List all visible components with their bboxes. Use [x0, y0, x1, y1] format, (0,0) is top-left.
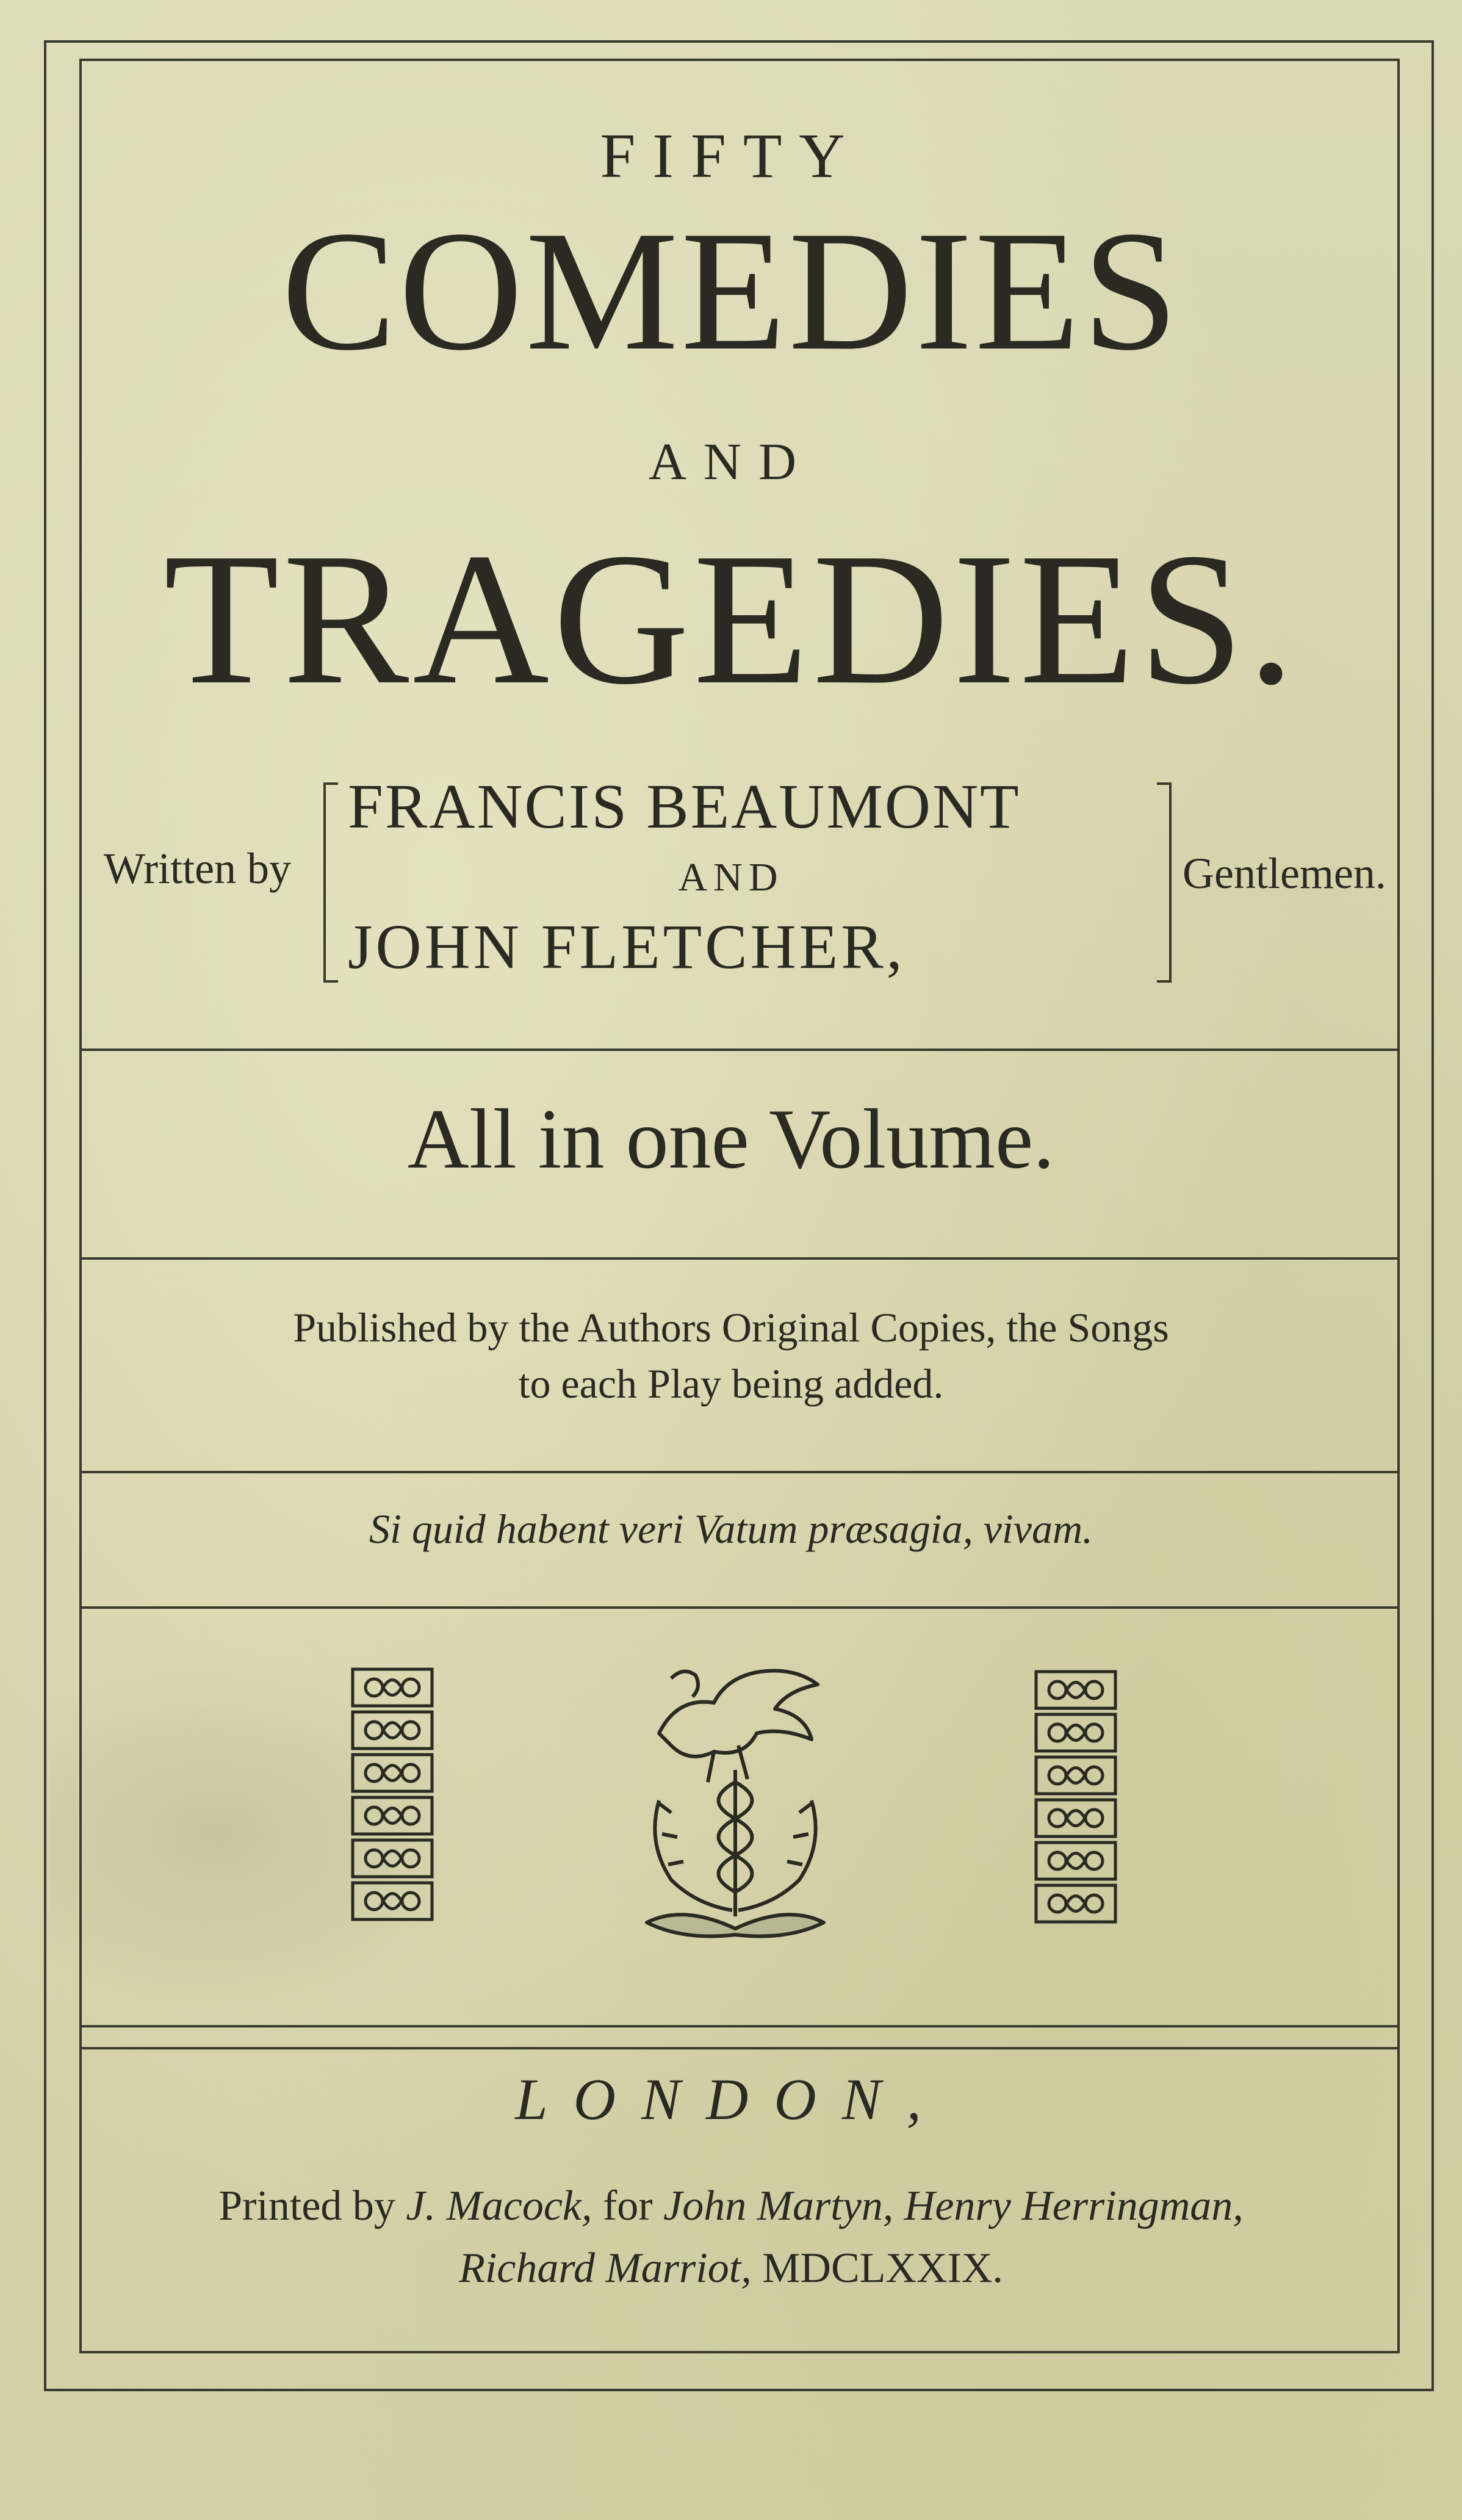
imprint-printer: J. Macock,	[406, 2182, 592, 2229]
rule-2	[81, 1257, 1399, 1260]
rule-6	[81, 2047, 1399, 2049]
rule-4	[81, 1606, 1399, 1609]
imprint-year: MDCLXXIX.	[751, 2244, 1003, 2292]
inner-border	[79, 59, 1400, 2353]
published-note	[0, 1300, 1462, 1412]
written-by-label: Written by	[104, 844, 292, 893]
title-and: AND	[648, 432, 814, 491]
published-line-1: Published by the Authors Original Copies, the Songs	[293, 1304, 1169, 1351]
imprint-place: LONDON,	[515, 2067, 947, 2132]
title-fifty: FIFTY	[600, 121, 862, 191]
printers-ornament-left-icon	[347, 1666, 438, 1922]
volume-line: All in one Volume.	[407, 1092, 1055, 1186]
rule-5	[81, 2025, 1399, 2027]
pegasus-caduceus-device-icon	[635, 1660, 836, 1941]
imprint-publishers-1: John Martyn, Henry Herringman,	[663, 2182, 1244, 2229]
published-line-2: to each Play being added.	[518, 1360, 944, 1407]
title-tragedies: TRAGEDIES.	[164, 514, 1298, 724]
imprint-for: for	[592, 2182, 664, 2229]
imprint	[0, 2175, 1462, 2299]
latin-motto: Si quid habent veri Vatum præsagia, vivam.	[369, 1506, 1093, 1552]
rule-3	[81, 1471, 1399, 1473]
right-brace	[1157, 782, 1172, 983]
title-comedies: COMEDIES	[281, 195, 1181, 386]
gentlemen-label: Gentlemen.	[1183, 849, 1386, 898]
rule-1	[81, 1049, 1399, 1051]
imprint-publishers-2: Richard Marriot,	[459, 2244, 752, 2292]
imprint-line-2	[0, 2237, 1462, 2300]
printers-ornament-right-icon	[1030, 1669, 1122, 1925]
imprint-line-1	[0, 2175, 1462, 2237]
imprint-prefix: Printed by	[218, 2182, 406, 2229]
authors-and: AND	[678, 855, 784, 900]
author-john-fletcher: JOHN FLETCHER,	[348, 912, 906, 982]
author-francis-beaumont: FRANCIS BEAUMONT	[348, 771, 1021, 842]
authors-block	[0, 770, 1462, 996]
